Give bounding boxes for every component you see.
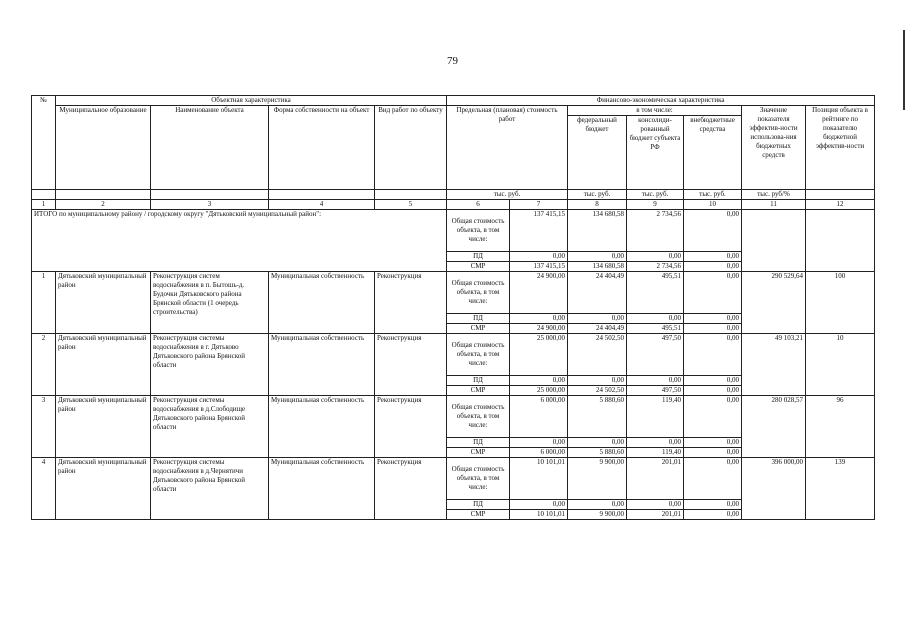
- cost-component-name: ПД: [447, 500, 510, 510]
- consolidated-budget-value: 0,00: [627, 376, 684, 386]
- rating-position: 139: [806, 458, 875, 520]
- column-number: 1: [32, 200, 56, 210]
- limit-cost-value: 10 101,01: [510, 510, 568, 520]
- limit-cost-value: 0,00: [510, 252, 568, 262]
- header-ownership: Форма собственности на объект: [269, 106, 375, 190]
- object-number: 3: [32, 396, 56, 458]
- efficiency-value: 280 028,57: [742, 396, 806, 458]
- object-work-type: Реконструкция: [375, 272, 447, 334]
- cost-component-name: Общая стоимость объекта, в том числе:: [447, 272, 510, 314]
- consolidated-budget-value: 0,00: [627, 314, 684, 324]
- federal-budget-value: 24 502,50: [568, 334, 627, 376]
- offbudget-value: 0,00: [684, 334, 742, 376]
- consolidated-budget-value: 497,50: [627, 334, 684, 376]
- column-number: 8: [568, 200, 627, 210]
- header-federal-budget: федеральный бюджет: [568, 116, 627, 190]
- consolidated-budget-value: 119,40: [627, 396, 684, 438]
- limit-cost-value: 10 101,01: [510, 458, 568, 500]
- unit-efficiency: тыс. руб/%: [742, 190, 806, 200]
- object-number: 2: [32, 334, 56, 396]
- consolidated-budget-value: 201,01: [627, 458, 684, 500]
- unit-offbudget: тыс. руб.: [684, 190, 742, 200]
- offbudget-value: 0,00: [684, 210, 742, 252]
- header-financial-characteristic: Финансово-экономическая характеристика: [447, 96, 875, 106]
- limit-cost-value: 6 000,00: [510, 396, 568, 438]
- federal-budget-value: 24 404,49: [568, 272, 627, 314]
- column-number: 6: [447, 200, 510, 210]
- consolidated-budget-value: 495,51: [627, 324, 684, 334]
- object-municipality: Дятьковский муниципальный район: [56, 334, 151, 396]
- cost-component-name: Общая стоимость объекта, в том числе:: [447, 458, 510, 500]
- federal-budget-value: 24 502,50: [568, 386, 627, 396]
- column-number: 12: [806, 200, 875, 210]
- consolidated-budget-value: 495,51: [627, 272, 684, 314]
- federal-budget-value: 9 900,00: [568, 458, 627, 500]
- federal-budget-value: 0,00: [568, 252, 627, 262]
- federal-budget-value: 134 680,58: [568, 210, 627, 252]
- total-row: [32, 210, 875, 252]
- federal-budget-value: 5 880,60: [568, 396, 627, 438]
- limit-cost-value: 137 415,15: [510, 210, 568, 252]
- object-name: Реконструкция систем водоснабжения в п. Бытошь-д. Будочки Дятьковского района Брянской области (1 очередь строительства): [151, 272, 269, 334]
- limit-cost-value: 137 415,15: [510, 262, 568, 272]
- rating-position: 96: [806, 396, 875, 458]
- offbudget-value: 0,00: [684, 386, 742, 396]
- rating-position: 10: [806, 334, 875, 396]
- efficiency-value: 396 000,00: [742, 458, 806, 520]
- cost-component-name: Общая стоимость объекта, в том числе:: [447, 396, 510, 438]
- column-number: 10: [684, 200, 742, 210]
- object-row: [32, 334, 875, 376]
- limit-cost-value: 25 000,00: [510, 386, 568, 396]
- cost-component-name: ПД: [447, 252, 510, 262]
- object-ownership: Муниципальная собственность: [269, 272, 375, 334]
- object-number: 1: [32, 272, 56, 334]
- consolidated-budget-value: 0,00: [627, 252, 684, 262]
- header-efficiency-value: Значение показателя эффектив-ности использова-ния бюджетных средств: [742, 106, 806, 190]
- limit-cost-value: 24 900,00: [510, 272, 568, 314]
- limit-cost-value: 24 900,00: [510, 324, 568, 334]
- column-number: 9: [627, 200, 684, 210]
- cost-component-name: СМР: [447, 262, 510, 272]
- cost-component-name: ПД: [447, 438, 510, 448]
- page-number: 79: [447, 55, 458, 67]
- object-name: Реконструкция системы водоснабжения в г. Дятьково Дятьковского района Брянской области: [151, 334, 269, 396]
- cost-component-name: СМР: [447, 386, 510, 396]
- column-number: 3: [151, 200, 269, 210]
- column-numbers-row: [32, 200, 875, 210]
- unit-cost: тыс. руб.: [447, 190, 568, 200]
- column-number: 11: [742, 200, 806, 210]
- limit-cost-value: 0,00: [510, 376, 568, 386]
- offbudget-value: 0,00: [684, 262, 742, 272]
- cost-component-name: ПД: [447, 376, 510, 386]
- cost-component-name: СМР: [447, 448, 510, 458]
- object-name: Реконструкция системы водоснабжения в д.Чернятичи Дятьковского района Брянской области: [151, 458, 269, 520]
- object-work-type: Реконструкция: [375, 396, 447, 458]
- limit-cost-value: 6 000,00: [510, 448, 568, 458]
- federal-budget-value: 24 404,49: [568, 324, 627, 334]
- object-ownership: Муниципальная собственность: [269, 396, 375, 458]
- column-number: 2: [56, 200, 151, 210]
- object-row: [32, 272, 875, 314]
- header-including: в том числе:: [568, 106, 742, 116]
- column-number: 7: [510, 200, 568, 210]
- offbudget-value: 0,00: [684, 438, 742, 448]
- offbudget-value: 0,00: [684, 314, 742, 324]
- header-object-characteristic: Объектная характеристика: [56, 96, 447, 106]
- consolidated-budget-value: 0,00: [627, 500, 684, 510]
- rating-position: 100: [806, 272, 875, 334]
- header-municipality: Муниципальное образование: [56, 106, 151, 190]
- object-municipality: Дятьковский муниципальный район: [56, 458, 151, 520]
- object-name: Реконструкция системы водоснабжения в д.Слободище Дятьковского района Брянской области: [151, 396, 269, 458]
- object-ownership: Муниципальная собственность: [269, 458, 375, 520]
- federal-budget-value: 0,00: [568, 438, 627, 448]
- limit-cost-value: 0,00: [510, 500, 568, 510]
- consolidated-budget-value: 0,00: [627, 438, 684, 448]
- offbudget-value: 0,00: [684, 272, 742, 314]
- offbudget-value: 0,00: [684, 252, 742, 262]
- cost-component-name: СМР: [447, 324, 510, 334]
- header-no: №: [32, 96, 56, 190]
- object-ownership: Муниципальная собственность: [269, 334, 375, 396]
- header-offbudget-funds: внебюджетные средства: [684, 116, 742, 190]
- header-work-type: Вид работ по объекту: [375, 106, 447, 190]
- object-row: [32, 396, 875, 438]
- object-municipality: Дятьковский муниципальный район: [56, 272, 151, 334]
- offbudget-value: 0,00: [684, 324, 742, 334]
- efficiency-value: 290 529,64: [742, 272, 806, 334]
- federal-budget-value: 0,00: [568, 376, 627, 386]
- efficiency-value: 49 103,21: [742, 334, 806, 396]
- offbudget-value: 0,00: [684, 376, 742, 386]
- limit-cost-value: 25 000,00: [510, 334, 568, 376]
- cost-component-name: Общая стоимость объекта, в том числе:: [447, 210, 510, 252]
- column-number: 5: [375, 200, 447, 210]
- total-label: ИТОГО по муниципальному району / городскому округу "Дятьковский муниципальный район":: [32, 210, 447, 272]
- offbudget-value: 0,00: [684, 500, 742, 510]
- unit-federal: тыс. руб.: [568, 190, 627, 200]
- investment-objects-table: [31, 95, 875, 520]
- federal-budget-value: 0,00: [568, 314, 627, 324]
- offbudget-value: 0,00: [684, 510, 742, 520]
- header-consolidated-budget: консолиди-рованный бюджет субъекта РФ: [627, 116, 684, 190]
- cost-component-name: ПД: [447, 314, 510, 324]
- limit-cost-value: 0,00: [510, 438, 568, 448]
- limit-cost-value: 0,00: [510, 314, 568, 324]
- offbudget-value: 0,00: [684, 396, 742, 438]
- header-limit-cost: Предельная (плановая) стоимость работ: [447, 106, 568, 190]
- federal-budget-value: 0,00: [568, 500, 627, 510]
- object-number: 4: [32, 458, 56, 520]
- object-municipality: Дятьковский муниципальный район: [56, 396, 151, 458]
- federal-budget-value: 134 680,58: [568, 262, 627, 272]
- federal-budget-value: 9 900,00: [568, 510, 627, 520]
- cost-component-name: СМР: [447, 510, 510, 520]
- cost-component-name: Общая стоимость объекта, в том числе:: [447, 334, 510, 376]
- column-number: 4: [269, 200, 375, 210]
- object-work-type: Реконструкция: [375, 334, 447, 396]
- unit-consolidated: тыс. руб.: [627, 190, 684, 200]
- offbudget-value: 0,00: [684, 458, 742, 500]
- header-object-name: Наименование объекта: [151, 106, 269, 190]
- object-work-type: Реконструкция: [375, 458, 447, 520]
- object-row: [32, 458, 875, 500]
- federal-budget-value: 5 880,60: [568, 448, 627, 458]
- consolidated-budget-value: 201,01: [627, 510, 684, 520]
- consolidated-budget-value: 2 734,56: [627, 210, 684, 252]
- consolidated-budget-value: 497,50: [627, 386, 684, 396]
- consolidated-budget-value: 119,40: [627, 448, 684, 458]
- consolidated-budget-value: 2 734,56: [627, 262, 684, 272]
- offbudget-value: 0,00: [684, 448, 742, 458]
- header-rating-position: Позиция объекта в рейтинге по показателю бюджетной эффектив-ности: [806, 106, 875, 190]
